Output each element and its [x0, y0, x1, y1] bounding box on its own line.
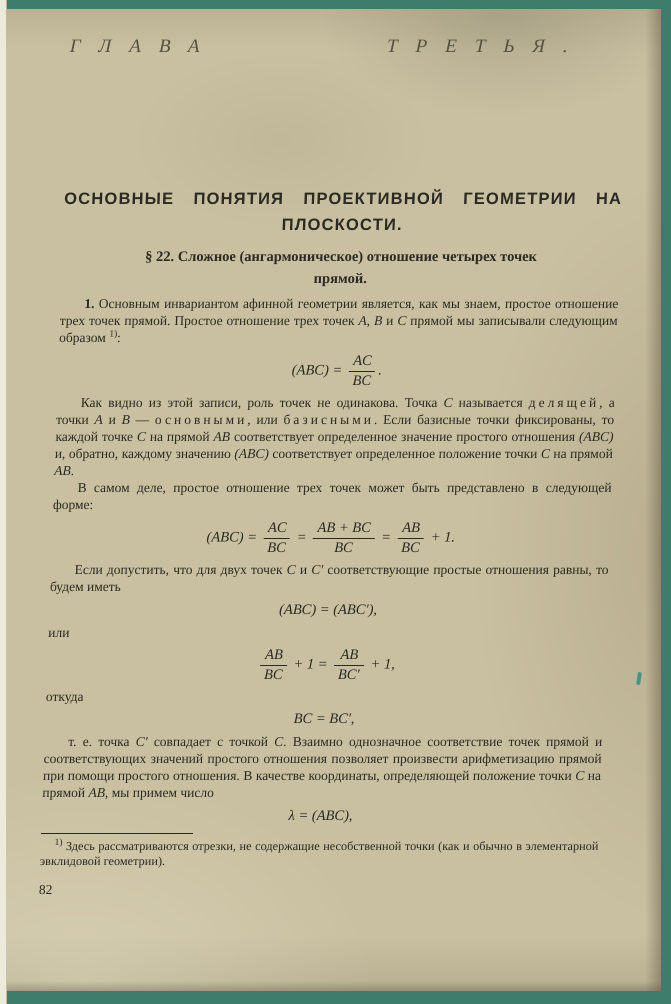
- page-title-line-2: ПЛОСКОСТИ.: [281, 216, 404, 234]
- paragraph-3: В самом деле, простое отношение трех точек может быть представлено в следующей форме:: [52, 479, 612, 512]
- cover-edge-right: [661, 0, 671, 1004]
- page-title: [63, 186, 623, 238]
- section-heading-line-1: § 22. Сложное (ангармоническое) отношение четырех точек: [144, 249, 538, 265]
- chapter-heading-word-1: ГЛАВА: [69, 36, 218, 57]
- formula-equal-ratios: (ABC) = (ABC′),: [278, 601, 378, 618]
- page-content: [39, 0, 630, 898]
- cover-edge-bottom: [7, 991, 671, 1004]
- section-heading: [61, 246, 621, 290]
- formula-lambda-definition: λ = (ABC),: [288, 807, 353, 824]
- formula-simple-ratio: (ABC) = $\frac{AC}{BC}$ .: [291, 352, 383, 389]
- page-curl-shadow-bottom: [7, 981, 661, 991]
- page-title-line-1: ОСНОВНЫЕ ПОНЯТИЯ ПРОЕКТИВНОЙ ГЕОМЕТРИИ НА: [63, 190, 623, 208]
- scan-edge-left: [0, 0, 6, 1004]
- chapter-heading-word-2: ТРЕТЬЯ.: [386, 36, 587, 57]
- section-heading-line-2: прямой.: [313, 271, 368, 287]
- page-number: 82: [38, 881, 53, 897]
- chapter-heading: [69, 36, 586, 58]
- footnote-separator: [41, 833, 193, 834]
- formula-fraction-equality: $\frac{AB}{BC}$ + 1 = $\frac{AB}{BC'}$ + 1,: [46, 647, 605, 683]
- paragraph-2: Как видно из этой записи, роль точек не одинакова. Точка C называется делящей, а точки A и B — основными, или базисными. Если базисные точки фиксированы, то каждой точке C на прямой AB соответствует определенное значение простого отношения (ABC) и, обратно, каждому значению (ABC) соответствует определенное положение точки C на прямой AB.: [53, 395, 616, 478]
- footnote: $^{1)}$ Здесь рассматриваются отрезки, не содержащие несобственной точки (как и обычно в элементарной эвклидовой геометрии).: [39, 837, 599, 869]
- paragraph-4: Если допустить, что для двух точек C и C′ соответствующие простые отношения равны, то будем иметь: [49, 561, 609, 594]
- formula-expanded-ratio: (ABC) = $\frac{AC}{BC}$ = $\frac{AB + BC}{BC}$ = $\frac{AB}{BC}$ + 1.: [206, 519, 456, 556]
- page-curl-shadow-right: [645, 9, 661, 991]
- paragraph-5: т. е. точка C′ совпадает с точкой C. Взаимно однозначное соответствие точек прямой и соответствующих значений простого отношения позволяет произвести арифметизацию прямой при помощи простого отношения. В качестве координаты, определяющей положение точки C на прямой AB, мы примем число: [42, 734, 603, 800]
- formula-bc-equality: BC = BC′,: [293, 711, 355, 728]
- paragraph-1: 1. Основным инвариантом афинной геометрии является, как мы знаем, простое отношение трех точек прямой. Простое отношение трех точек A, B и C прямой мы записывали следующим образом $^{1)}$:: [58, 296, 619, 345]
- connector-whence: откуда: [45, 689, 84, 705]
- connector-or: или: [48, 624, 70, 640]
- scan-artifact-mark: [636, 672, 642, 685]
